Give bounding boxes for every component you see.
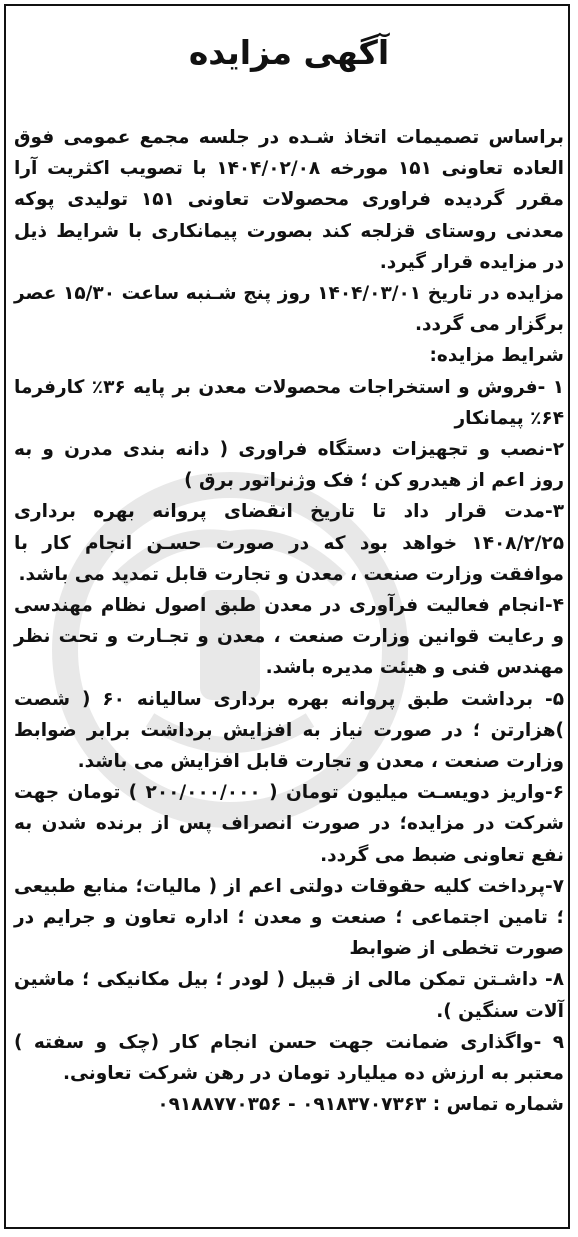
condition-item: ۴-انجام فعالیت فرآوری در معدن طبق اصول نظام مهندسی و رعایت قوانین وزارت صنعت ، معدن و تجـارت و تحت نظر مهندس فنی و هیئت مدیره باشد. [14, 595, 564, 679]
condition-item: ۳-مدت قرار داد تا تاریخ انقضای پروانه بهره برداری ۱۴۰۸/۲/۲۵ خواهد بود که در صورت حسـن انجام کار با موافقت وزارت صنعت ، معدن و تجارت قابل تمدید می باشد. [14, 501, 564, 585]
condition-item: ۷-پرداخت کلیه حقوقات دولتی اعم از ( مالیات؛ منابع طبیعی ؛ تامین اجتماعی ؛ صنعت و معدن ؛ اداره تعاون و جرایم در صورت تخطی از ضوابط [14, 875, 564, 960]
condition-item: ۹ -واگذاری ضمانت جهت حسن انجام کار (چک و سفته ) معتبر به ارزش ده میلیارد تومان در رهن شرکت تعاونی. [14, 1031, 564, 1085]
contact-line [14, 1089, 564, 1120]
auction-date-line: مزایده در تاریخ ۱۴۰۴/۰۳/۰۱ روز پنج شـنبه ساعت ۱۵/۳۰ عصر برگزار می گردد. [14, 283, 564, 336]
condition-item: ۸- داشـتن تمکن مالی از قبیل ( لودر ؛ بیل مکانیکی ؛ ماشین آلات سنگین ). [14, 969, 564, 1022]
condition-item: ۲-نصب و تجهیزات دستگاه فراوری ( دانه بندی مدرن و به روز اعم از هیدرو کن ؛ فک وژنراتور برق ) [14, 439, 564, 492]
contact-label: شماره تماس : [432, 1094, 564, 1116]
conditions-heading: شرایط مزایده: [429, 345, 564, 367]
notice-title: آگهی مزایده [188, 33, 390, 72]
contact-phones: ۰۹۱۸۳۷۰۷۳۶۳ - ۰۹۱۸۸۷۷۰۳۵۶ [157, 1094, 427, 1116]
condition-item: ۵- برداشت طبق پروانه بهره برداری سالیانه ۶۰ ( شصت )هزارتن ؛ در صورت نیاز به افزایش برداشت برابر ضوابط وزارت صنعت ، معدن و تجارت قابل افزایش می باشد. [14, 688, 565, 773]
notice-content [14, 10, 564, 1121]
notice-intro: براساس تصمیمات اتخاذ شـده در جلسه مجمع عمومی فوق العاده تعاونی ۱۵۱ مورخه ۱۴۰۴/۰۲/۰۸ با تصویب اکثریت آرا مقرر گردیده فراوری محصولات تعاونی ۱۵۱ تولیدی پوکه معدنی روستای قزلجه کند بصورت پیمانکاری با شرایط ذیل در مزایده قرار گیرد. [14, 127, 565, 273]
condition-item: ۶-واریز دویسـت میلیون تومان ( ۲۰۰/۰۰۰/۰۰۰ ) تومان جهت شرکت در مزایده؛ در صورت انصراف پس از برنده شدن به نفع تعاونی ضبط می گردد. [14, 782, 564, 866]
condition-item: ۱ -فروش و استخراجات محصولات معدن بر پایه ۳۶٪ کارفرما ۶۴٪ پیمانکار [14, 376, 564, 429]
